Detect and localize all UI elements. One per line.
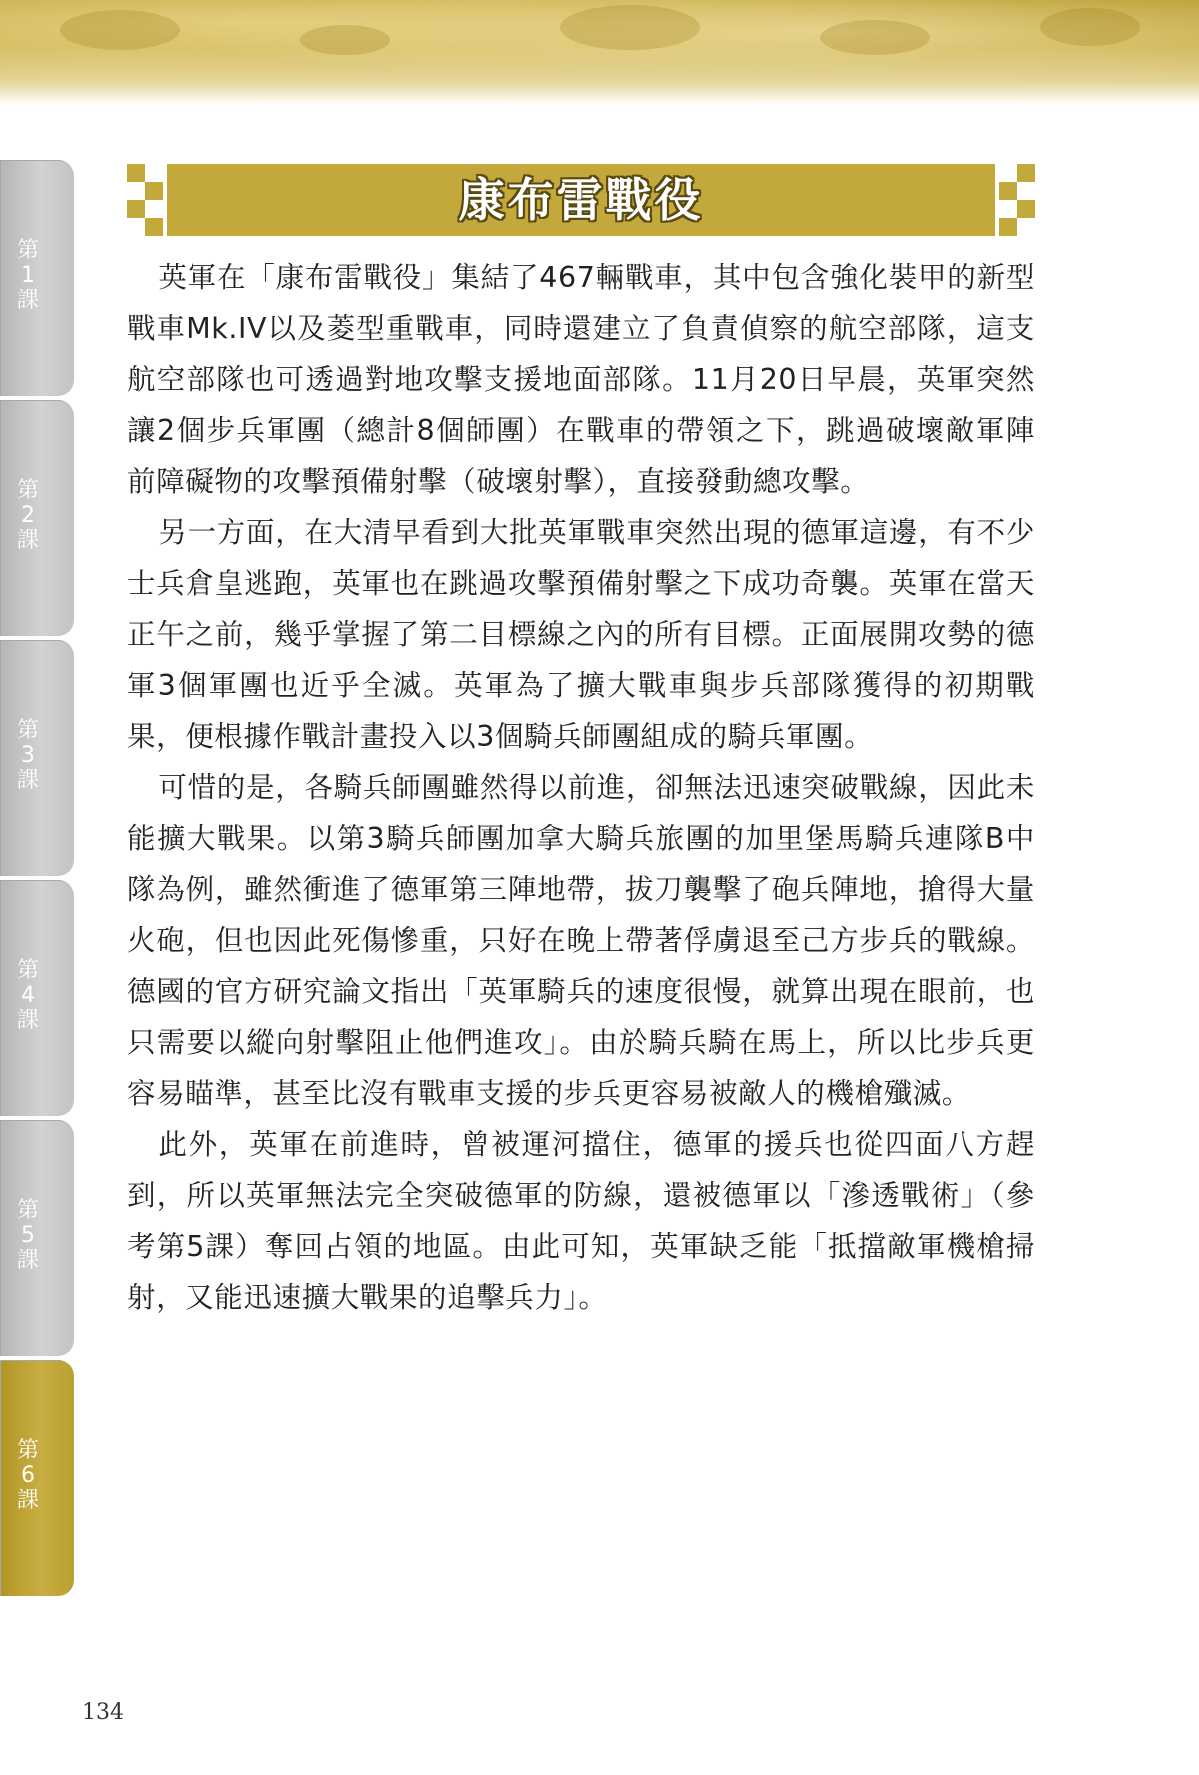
chapter-tab-label: 第 4 課 (16, 958, 39, 1033)
section-title: 康布雷戰役 (458, 173, 704, 227)
article-body (127, 252, 1035, 1323)
chapter-tab-2[interactable] (0, 400, 74, 636)
paragraph: 可惜的是，各騎兵師團雖然得以前進，卻無法迅速突破戰線，因此未能擴大戰果。以第3騎兵師團加拿大騎兵旅團的加里堡馬騎兵連隊B中隊為例，雖然衝進了德軍第三陣地帶，拔刀襲擊了砲兵陣地，搶得大量火砲，但也因此死傷慘重，只好在晚上帶著俘虜退至己方步兵的戰線。德國的官方研究論文指出「英軍騎兵的速度很慢，就算出現在眼前，也只需要以縱向射擊阻止他們進攻」。由於騎兵騎在馬上，所以比步兵更容易瞄準，甚至比沒有戰車支援的步兵更容易被敵人的機槍殲滅。 (127, 771, 1035, 1110)
paragraph: 英軍在「康布雷戰役」集結了467輛戰車，其中包含強化裝甲的新型戰車Mk.IV以及菱型重戰車，同時還建立了負責偵察的航空部隊，這支航空部隊也可透過對地攻擊支援地面部隊。11月20日早晨，英軍突然讓2個步兵軍團（總計8個師團）在戰車的帶領之下，跳過破壞敵軍陣前障礙物的攻擊預備射擊（破壞射擊），直接發動總攻擊。 (127, 261, 1035, 498)
chapter-tab-4[interactable] (0, 880, 74, 1116)
chapter-tab-label: 第 3 課 (16, 718, 39, 793)
page-number: 134 (82, 1700, 124, 1725)
chapter-tab-label: 第 1 課 (16, 238, 39, 313)
chapter-tab-3[interactable] (0, 640, 74, 876)
chapter-tab-5[interactable] (0, 1120, 74, 1356)
chapter-tab-label: 第 6 課 (16, 1438, 39, 1513)
chapter-tab-label: 第 2 課 (16, 478, 39, 553)
chapter-tab-1[interactable] (0, 160, 74, 396)
section-title-banner (127, 164, 1035, 236)
chapter-tab-label: 第 5 課 (16, 1198, 39, 1273)
paragraph: 此外，英軍在前進時，曾被運河擋住，德軍的援兵也從四面八方趕到，所以英軍無法完全突破德軍的防線，還被德軍以「滲透戰術」（參考第5課）奪回占領的地區。由此可知，英軍缺乏能「抵擋敵軍機槍掃射，又能迅速擴大戰果的追擊兵力」。 (127, 1128, 1035, 1314)
chapter-tab-6[interactable] (0, 1360, 74, 1596)
header-texture-band (0, 0, 1199, 105)
paragraph: 另一方面，在大清早看到大批英軍戰車突然出現的德軍這邊，有不少士兵倉皇逃跑，英軍也在跳過攻擊預備射擊之下成功奇襲。英軍在當天正午之前，幾乎掌握了第二目標線之內的所有目標。正面展開攻勢的德軍3個軍團也近乎全滅。英軍為了擴大戰車與步兵部隊獲得的初期戰果，便根據作戰計畫投入以3個騎兵師團組成的騎兵軍團。 (127, 516, 1035, 753)
